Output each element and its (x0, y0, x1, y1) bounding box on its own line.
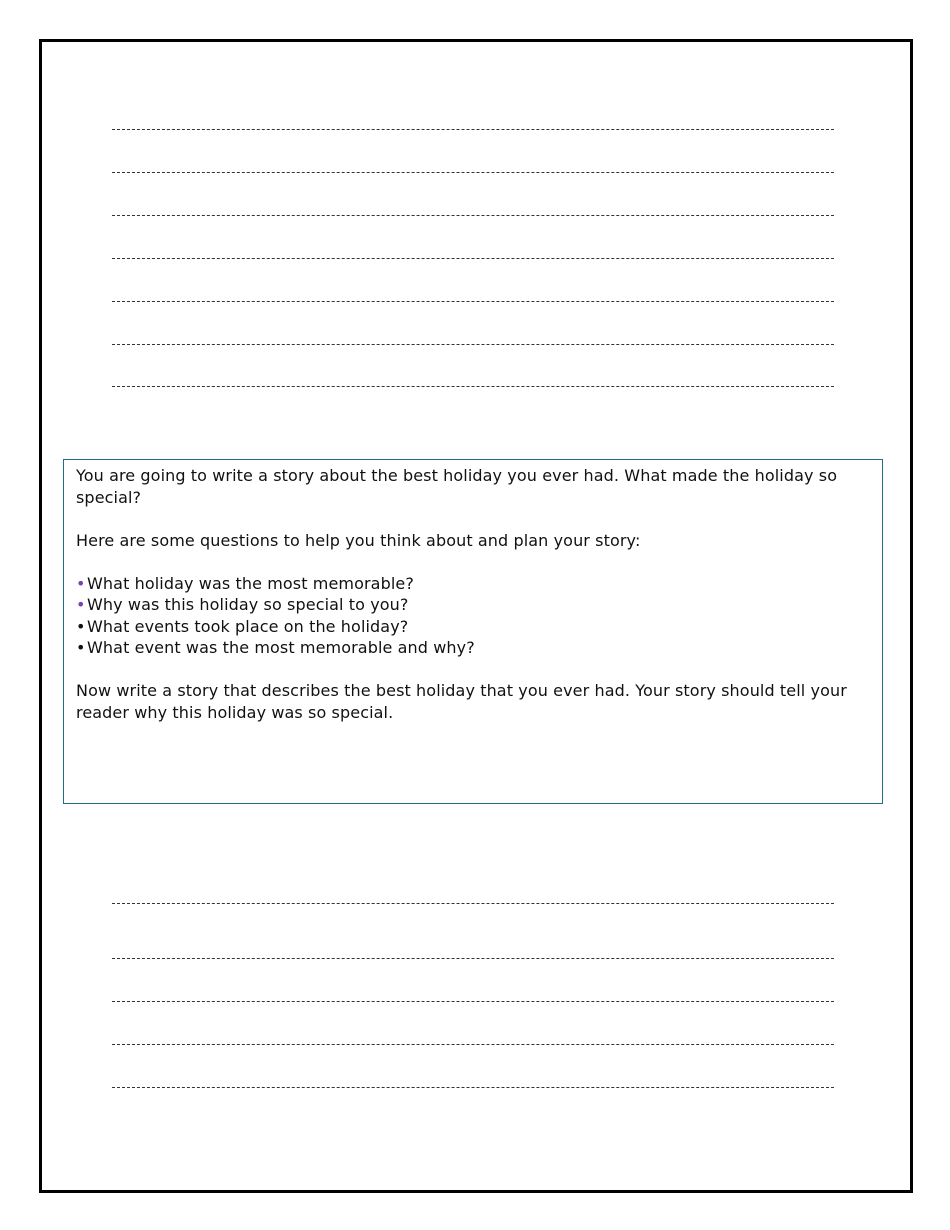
prompt-closing: Now write a story that describes the best holiday that you ever had. Your story should tell your reader why this holiday was so special. (76, 681, 847, 722)
writing-line[interactable] (112, 903, 834, 904)
question-list (76, 573, 870, 659)
writing-line[interactable] (112, 1001, 834, 1002)
writing-line[interactable] (112, 258, 834, 259)
prompt-intro: You are going to write a story about the best holiday you ever had. What made the holiday so special? (76, 466, 838, 507)
writing-line[interactable] (112, 386, 834, 387)
bullet-icon: • (76, 638, 86, 657)
prompt-plan-intro: Here are some questions to help you think about and plan your story: (76, 530, 641, 550)
writing-line[interactable] (112, 344, 834, 345)
bullet-icon: • (76, 573, 86, 593)
question-item (76, 573, 870, 595)
question-item (76, 616, 870, 638)
writing-prompt-box (63, 459, 883, 804)
bullet-icon: • (76, 616, 86, 636)
writing-line[interactable] (112, 1087, 834, 1088)
question-text: What holiday was the most memorable? (87, 573, 414, 593)
question-item (76, 637, 870, 659)
question-text: Why was this holiday so special to you? (87, 595, 409, 614)
question-text: What event was the most memorable and why? (87, 638, 475, 657)
writing-line[interactable] (112, 129, 834, 130)
writing-line[interactable] (112, 958, 834, 959)
writing-line[interactable] (112, 172, 834, 173)
writing-line[interactable] (112, 215, 834, 216)
writing-line[interactable] (112, 301, 834, 302)
bullet-icon: • (76, 595, 86, 614)
question-item (76, 594, 870, 616)
question-text: What events took place on the holiday? (87, 616, 409, 636)
writing-line[interactable] (112, 1044, 834, 1045)
